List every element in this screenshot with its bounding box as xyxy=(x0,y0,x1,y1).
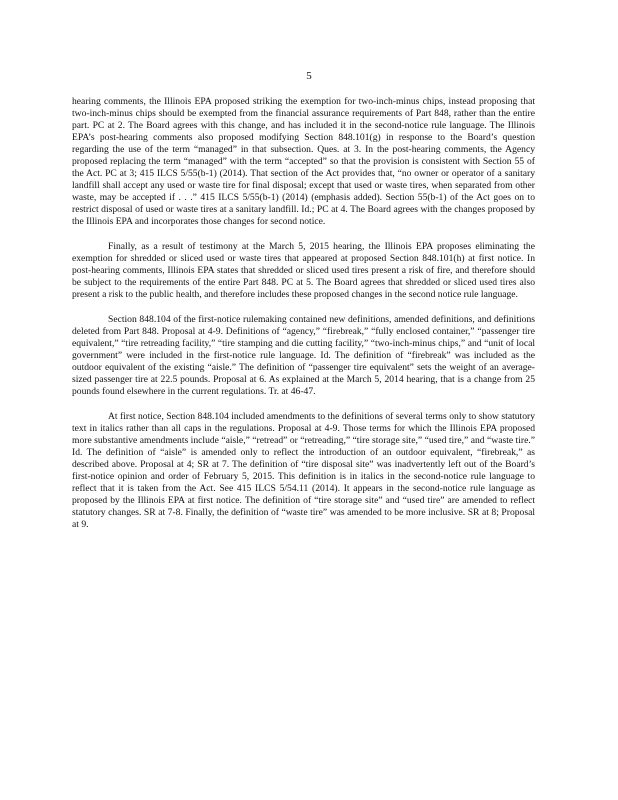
paragraph-3: Section 848.104 of the first-notice rulemaking contained new definitions, amended definitions, and definitions deleted from Part 848. Proposal at 4-9. Definitions of “agency,” “firebreak,” “fully enclosed container,” “passenger tire equivalent,” “tire retreading facility,” “tire stamping and die cutting facility,” “two-inch-minus chips,” and “unit of local government” were included in the first-notice rule language. Id. The definition of “firebreak” was included as the outdoor equivalent of the existing “aisle.” The definition of “passenger tire equivalent” sets the weight of an average-sized passenger tire at 22.5 pounds. Proposal at 6. As explained at the March 5, 2014 hearing, that is a change from 25 pounds found elsewhere in the current regulations. Tr. at 46-47. xyxy=(72,313,535,398)
paragraph-1: hearing comments, the Illinois EPA proposed striking the exemption for two-inch-minus chips, instead proposing that two-inch-minus chips should be exempted from the financial assurance requirements of Part 848, rather than the entire part. PC at 2. The Board agrees with this change, and has included it in the second-notice rule language. The Illinois EPA’s post-hearing comments also proposed modifying Section 848.101(g) in response to the Board’s question regarding the use of the term “managed” in that subsection. Ques. at 3. In the post-hearing comments, the Agency proposed replacing the term “managed” with the term “accepted” so that the provision is consistent with Section 55 of the Act. PC at 3; 415 ILCS 5/55(b-1) (2014). That section of the Act provides that, “no owner or operator of a sanitary landfill shall accept any used or waste tire for final disposal; except that used or waste tires, when separated from other waste, may be accepted if . . .” 415 ILCS 5/55(b-1) (2014) (emphasis added). Section 55(b-1) of the Act goes on to restrict disposal of used or waste tires at a sanitary landfill. Id.; PC at 4. The Board agrees with the changes proposed by the Illinois EPA and incorporates those changes for second notice. xyxy=(72,96,535,228)
paragraph-4: At first notice, Section 848.104 included amendments to the definitions of several terms only to show statutory text in italics rather than all caps in the regulations. Proposal at 4-9. Those terms for which the Illinois EPA proposed more substantive amendments include “aisle,” “retread” or “retreading,” “tire storage site,” “used tire,” and “waste tire.” Id. The definition of “aisle” is amended only to reflect the introduction of an outdoor equivalent, “firebreak,” as described above. Proposal at 4; SR at 7. The definition of “tire disposal site” was inadvertently left out of the Board’s first-notice opinion and order of February 5, 2015. This definition is in italics in the second-notice rule language to reflect that it is taken from the Act. See 415 ILCS 5/54.11 (2014). It appears in the second-notice rule language as proposed by the Illinois EPA at first notice. The definition of “tire storage site” and “used tire” are amended to reflect statutory changes. SR at 7-8. Finally, the definition of “waste tire” was amended to be more inclusive. SR at 8; Proposal at 9. xyxy=(72,410,535,530)
paragraph-2: Finally, as a result of testimony at the March 5, 2015 hearing, the Illinois EPA proposes eliminating the exemption for shredded or sliced used or waste tires that appeared at proposed Section 848.101(h) at first notice. In post-hearing comments, Illinois EPA states that shredded or sliced used tires present a risk of fire, and therefore should be subject to the requirements of the entire Part 848. PC at 5. The Board agrees that shredded or sliced used tires also present a risk to the public health, and therefore includes these proposed changes in the second notice rule language. xyxy=(72,241,535,301)
document-body xyxy=(72,96,535,544)
page-number: 5 xyxy=(306,70,312,82)
